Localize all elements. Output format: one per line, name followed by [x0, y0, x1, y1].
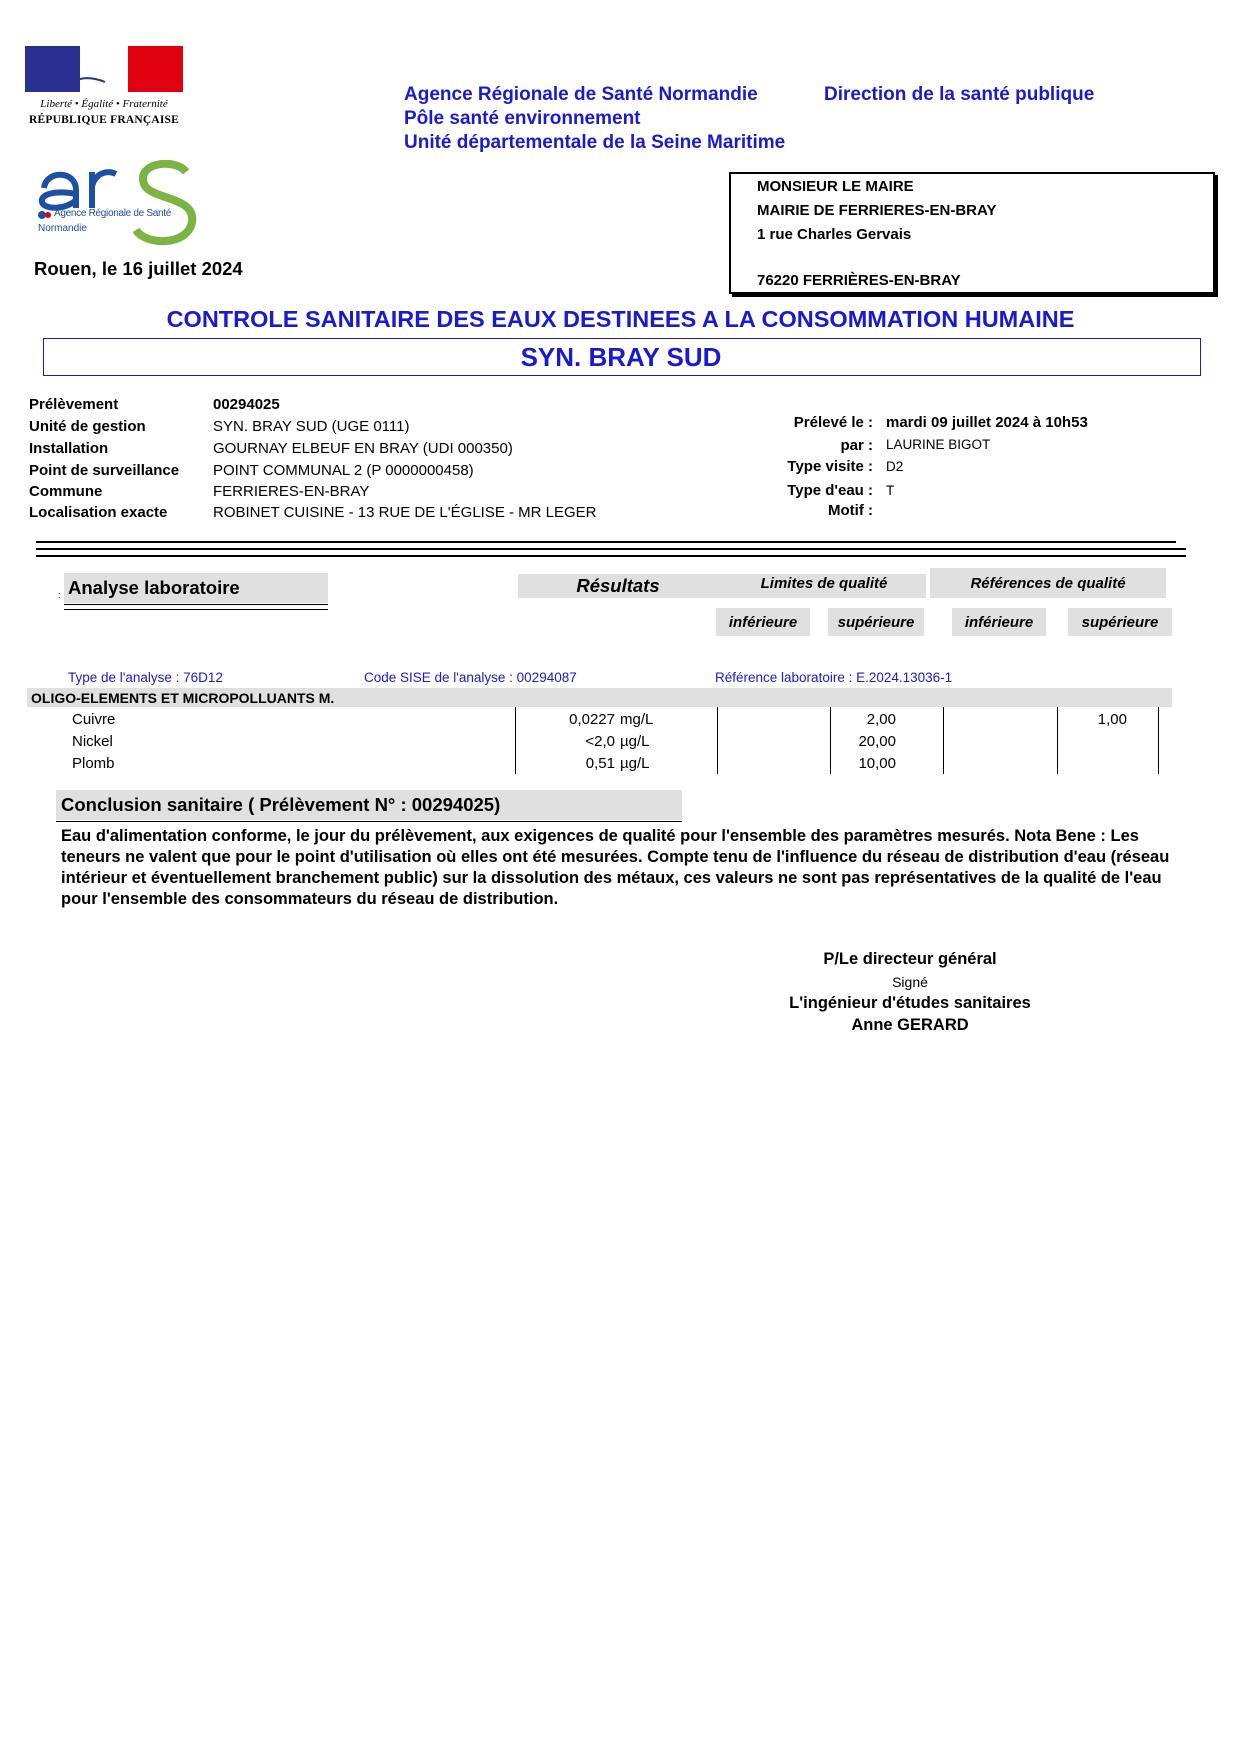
analyse-underline: [64, 604, 328, 605]
value-type-visite: D2: [886, 459, 904, 474]
analyse-underline: [64, 609, 328, 610]
param-name: Cuivre: [72, 711, 116, 728]
analyse-marker: :: [58, 590, 61, 600]
conclusion-title: Conclusion sanitaire ( Prélèvement N° : 00294025): [61, 794, 501, 815]
table-divider: [943, 707, 944, 774]
reference-laboratoire: Référence laboratoire : E.2024.13036-1: [715, 670, 953, 685]
result-value: 0,51: [585, 755, 615, 772]
type-analyse: Type de l'analyse : 76D12: [68, 670, 223, 685]
ars-agency-text: Agence Régionale de Santé: [54, 208, 172, 219]
header-unite: Unité départementale de la Seine Maritime: [404, 132, 786, 153]
date-line: Rouen, le 16 juillet 2024: [34, 258, 243, 279]
value-prelevement: 00294025: [213, 396, 280, 413]
label-commune: Commune: [29, 483, 103, 500]
label-preleve-le: Prélevé le :: [793, 414, 873, 431]
address-line-2: MAIRIE DE FERRIERES-EN-BRAY: [757, 202, 997, 219]
limit-sup: 10,00: [858, 755, 896, 772]
conclusion-text: Eau d'alimentation conforme, le jour du prélèvement, aux exigences de qualité pour l'ensemble des paramètres mesurés. Nota Bene : Les teneurs ne valent que pour le point d'utilisation où elles ont été mesurées. Compte tenu de l'influence du réseau de distribution d'eau (réseau intérieur et éventuellement branchement public) sur la dissolution des métaux, ces valeurs ne sont pas représentatives de la qualité de l'eau pour l'ensemble des consommateurs du réseau de distribution.: [61, 827, 1170, 908]
ars-logo: [36, 160, 206, 246]
signature-role: L'ingénieur d'études sanitaires: [789, 994, 1031, 1012]
table-divider: [1158, 707, 1159, 774]
label-unite-gestion: Unité de gestion: [29, 418, 146, 435]
label-motif: Motif :: [828, 502, 873, 519]
logo-republique-francaise: RÉPUBLIQUE FRANÇAISE: [28, 114, 179, 126]
address-line-3: 1 rue Charles Gervais: [757, 226, 912, 243]
value-preleve-le: mardi 09 juillet 2024 à 10h53: [886, 414, 1088, 431]
subtitle: SYN. BRAY SUD: [520, 342, 722, 372]
col-limites: Limites de qualité: [760, 575, 888, 592]
result-value: 0,0227: [569, 711, 615, 728]
header-pole: Pôle santé environnement: [404, 108, 641, 129]
republique-francaise-logo: [25, 46, 185, 132]
result-unit: µg/L: [620, 755, 650, 772]
label-par: par :: [840, 437, 873, 454]
address-line-1: MONSIEUR LE MAIRE: [757, 178, 914, 195]
param-name: Plomb: [72, 755, 115, 772]
label-type-eau: Type d'eau :: [787, 482, 873, 499]
group-label: OLIGO-ELEMENTS ET MICROPOLLUANTS M.: [31, 690, 335, 706]
separator-line: [36, 555, 1186, 557]
conclusion-underline: [56, 821, 682, 822]
label-installation: Installation: [29, 440, 109, 457]
header-agency: Agence Régionale de Santé Normandie: [404, 84, 758, 105]
col-inferieure-1: inférieure: [728, 614, 798, 631]
signature-title: P/Le directeur général: [823, 950, 997, 968]
address-line-4: 76220 FERRIÈRES-EN-BRAY: [757, 272, 961, 289]
table-divider: [717, 707, 718, 774]
value-par: LAURINE BIGOT: [886, 437, 991, 452]
value-localisation: ROBINET CUISINE - 13 RUE DE L'ÉGLISE - MR LEGER: [213, 504, 597, 521]
label-localisation: Localisation exacte: [29, 504, 168, 521]
signature-name: Anne GERARD: [851, 1016, 969, 1034]
col-resultats: Résultats: [576, 575, 660, 596]
address-box: [729, 172, 1215, 294]
col-references: Références de qualité: [970, 575, 1126, 592]
value-commune: FERRIERES-EN-BRAY: [213, 483, 370, 500]
label-type-visite: Type visite :: [787, 458, 873, 475]
marianne-profile-icon: [65, 52, 135, 92]
analyse-label: Analyse laboratoire: [68, 577, 240, 598]
value-type-eau: T: [886, 483, 895, 498]
signature-signed: Signé: [892, 974, 928, 990]
col-inferieure-2: inférieure: [964, 614, 1034, 631]
separator-line: [36, 548, 1186, 550]
result-value: <2,0: [585, 733, 615, 750]
col-superieure-2: supérieure: [1081, 614, 1159, 631]
ars-region-text: Normandie: [38, 223, 87, 234]
value-point-surveillance: POINT COMMUNAL 2 (P 0000000458): [213, 462, 474, 479]
limit-sup: 20,00: [858, 733, 896, 750]
logo-devise: Liberté • Égalité • Fraternité: [40, 98, 168, 110]
value-unite-gestion: SYN. BRAY SUD (UGE 0111): [213, 418, 410, 435]
value-installation: GOURNAY ELBEUF EN BRAY (UDI 000350): [213, 440, 513, 457]
param-name: Nickel: [72, 733, 113, 750]
label-prelevement: Prélèvement: [29, 396, 119, 413]
header-direction: Direction de la santé publique: [824, 84, 1095, 105]
code-sise: Code SISE de l'analyse : 00294087: [364, 670, 577, 685]
main-title: CONTROLE SANITAIRE DES EAUX DESTINEES A LA CONSOMMATION HUMAINE: [166, 306, 1075, 332]
col-superieure-1: supérieure: [837, 614, 915, 631]
limit-sup: 2,00: [866, 711, 896, 728]
separator-line: [36, 541, 1176, 543]
ref-sup: 1,00: [1097, 711, 1127, 728]
result-unit: µg/L: [620, 733, 650, 750]
result-unit: mg/L: [620, 711, 654, 728]
label-point-surveillance: Point de surveillance: [29, 462, 180, 479]
